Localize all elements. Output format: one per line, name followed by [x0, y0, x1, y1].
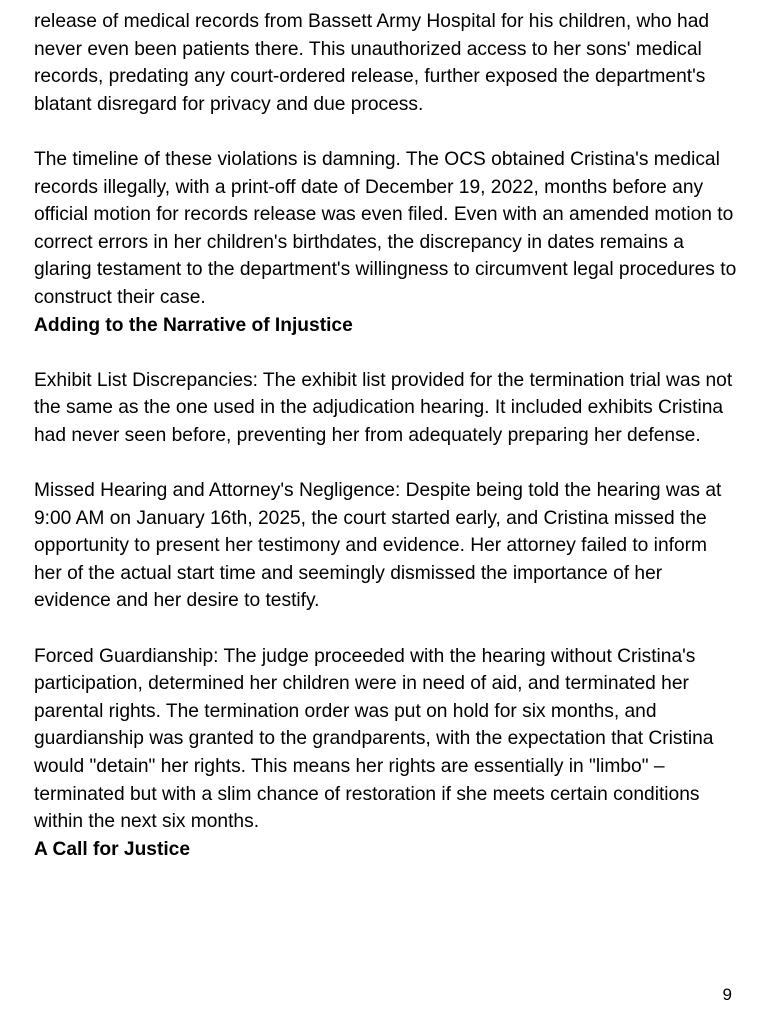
heading-narrative-of-injustice: Adding to the Narrative of Injustice	[34, 314, 353, 336]
heading-call-for-justice: A Call for Justice	[34, 838, 191, 860]
paragraph-violations-timeline: The timeline of these violations is damning. The OCS obtained Cristina's medical records illegally, with a print-off date of December 19, 2022, months before any official motion for records release was even filed. Even with an amended motion to correct errors in her children's birthdates, the discrepancy in dates remains a glaring testament to the department's willingness to circumvent legal procedures to construct their case.	[34, 148, 737, 308]
paragraph-missed-hearing: Missed Hearing and Attorney's Negligence: Despite being told the hearing was at 9:00 AM on January 16th, 2025, the court started early, and Cristina missed the opportunity to present her testimony and evidence. Her attorney failed to inform her of the actual start time and seemingly dismissed the importance of her evidence and her desire to testify.	[34, 480, 722, 612]
paragraph-medical-records-release: release of medical records from Bassett Army Hospital for his children, who had never even been patients there. This unauthorized access to her sons' medical records, predating any court-ordered release, further exposed the department's blatant disregard for privacy and due process.	[34, 11, 710, 115]
paragraph-forced-guardianship: Forced Guardianship: The judge proceeded with the hearing without Cristina's participation, determined her children were in need of aid, and terminated her parental rights. The termination order was put on hold for six months, and guardianship was granted to the grandparents, with the expectation that Cristina would "detain" her rights. This means her rights are essentially in "limbo" – terminated but with a slim chance of restoration if she meets certain conditions within the next six months.	[34, 645, 714, 833]
paragraph-exhibit-list-discrepancies: Exhibit List Discrepancies: The exhibit list provided for the termination trial was not the same as the one used in the adjudication hearing. It included exhibits Cristina had never seen before, preventing her from adequately preparing her defense.	[34, 369, 733, 446]
page-number: 9	[722, 985, 732, 1004]
document-page	[34, 8, 738, 863]
